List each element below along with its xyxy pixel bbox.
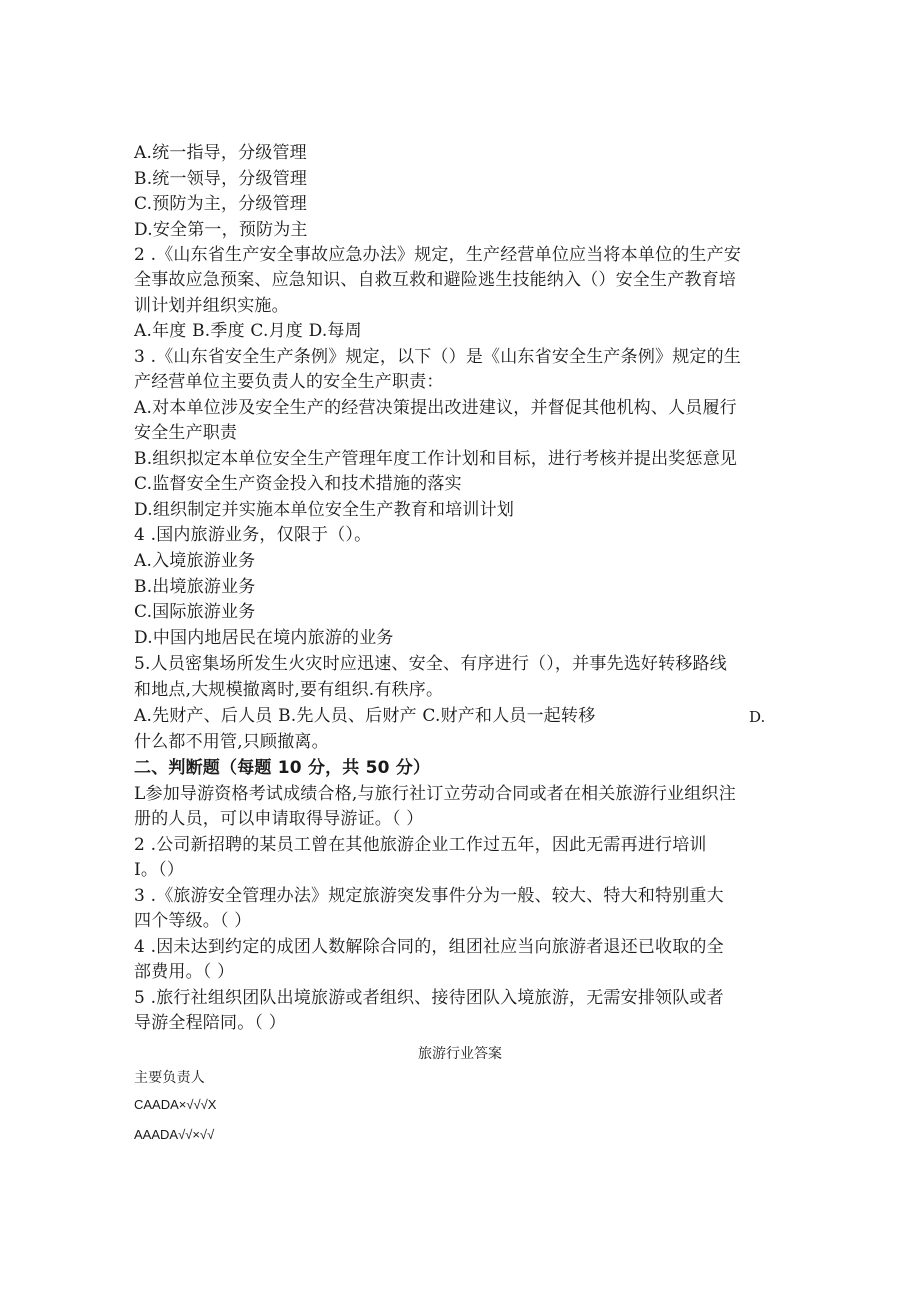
- q3-option-a-line-2: 安全生产职责: [134, 423, 238, 443]
- q1-option-a: A.统一指导，分级管理: [134, 143, 307, 163]
- tf-item-5-line-2: 导游全程陪同。（ ）: [134, 1013, 286, 1033]
- q2-options: A.年度 B.季度 C.月度 D.每周: [134, 321, 362, 341]
- q5-option-d-text: 什么都不用管,只顾撤离。: [134, 732, 329, 752]
- answers-line-2: CAADA×√√√X: [134, 1097, 217, 1112]
- answers-line-1: 主要负责人: [134, 1070, 205, 1086]
- q5-option-d-label: D.: [749, 708, 766, 726]
- tf-item-4-line-1: 4 .因未达到约定的成团人数解除合同的，组团社应当向旅游者退还已收取的全: [134, 937, 724, 957]
- q4-option-c: C.国际旅游业务: [134, 602, 256, 622]
- q4-text: 4 .国内旅游业务，仅限于（）。: [134, 525, 372, 545]
- tf-item-5-line-1: 5 .旅行社组织团队出境旅游或者组织、接待团队入境旅游，无需安排领队或者: [134, 988, 724, 1008]
- q5-text-line-2: 和地点,大规模撤离时,要有组织.有秩序。: [134, 680, 444, 700]
- answers-title: 旅游行业答案: [418, 1046, 502, 1062]
- q3-option-d: D.组织制定并实施本单位安全生产教育和培训计划: [134, 500, 515, 520]
- q4-option-b: B.出境旅游业务: [134, 577, 256, 597]
- q1-option-d: D.安全第一，预防为主: [134, 220, 308, 240]
- q2-text-line-3: 训计划并组织实施。: [134, 296, 289, 316]
- q5-options: A.先财产、后人员 B.先人员、后财产 C.财产和人员一起转移: [134, 706, 596, 726]
- tf-item-2-line-2: I。（）: [134, 860, 185, 880]
- q5-text-line-1: 5.人员密集场所发生火灾时应迅速、安全、有序进行（），并事先选好转移路线: [134, 654, 727, 674]
- q2-text-line-2: 全事故应急预案、应急知识、自救互救和避险逃生技能纳入（）安全生产教育培: [134, 270, 736, 290]
- q3-option-b: B.组织拟定本单位安全生产管理年度工作计划和目标，进行考核并提出奖惩意见: [134, 449, 738, 469]
- q2-text-line-1: 2 .《山东省生产安全事故应急办法》规定，生产经营单位应当将本单位的生产安: [134, 245, 742, 265]
- section-2-heading: 二、判断题（每题 10 分，共 50 分）: [134, 758, 431, 778]
- q4-option-d: D.中国内地居民在境内旅游的业务: [134, 628, 394, 648]
- tf-item-3-line-2: 四个等级。（ ）: [134, 911, 252, 931]
- q1-option-b: B.统一领导，分级管理: [134, 169, 308, 189]
- q3-option-c: C.监督安全生产资金投入和技术措施的落实: [134, 474, 462, 494]
- tf-item-3-line-1: 3 .《旅游安全管理办法》规定旅游突发事件分为一般、较大、特大和特别重大: [134, 886, 724, 906]
- tf-item-1-line-1: L参加导游资格考试成绩合格,与旅行社订立劳动合同或者在相关旅游行业组织注: [134, 784, 736, 804]
- tf-item-4-line-2: 部费用。（ ）: [134, 962, 235, 982]
- q3-option-a-line-1: A.对本单位涉及安全生产的经营决策提出改进建议，并督促其他机构、人员履行: [134, 398, 737, 418]
- q3-text-line-1: 3 .《山东省安全生产条例》规定，以下（）是《山东省安全生产条例》规定的生: [134, 347, 742, 367]
- q4-option-a: A.入境旅游业务: [134, 551, 256, 571]
- tf-item-1-line-2: 册的人员，可以申请取得导游证。（ ）: [134, 809, 424, 829]
- tf-item-2-line-1: 2 .公司新招聘的某员工曾在其他旅游企业工作过五年，因此无需再进行培训: [134, 835, 707, 855]
- q1-option-c: C.预防为主，分级管理: [134, 194, 308, 214]
- answers-line-3: AAADA√√×√√: [134, 1127, 215, 1142]
- q3-text-line-2: 产经营单位主要负责人的安全生产职责：: [134, 372, 444, 392]
